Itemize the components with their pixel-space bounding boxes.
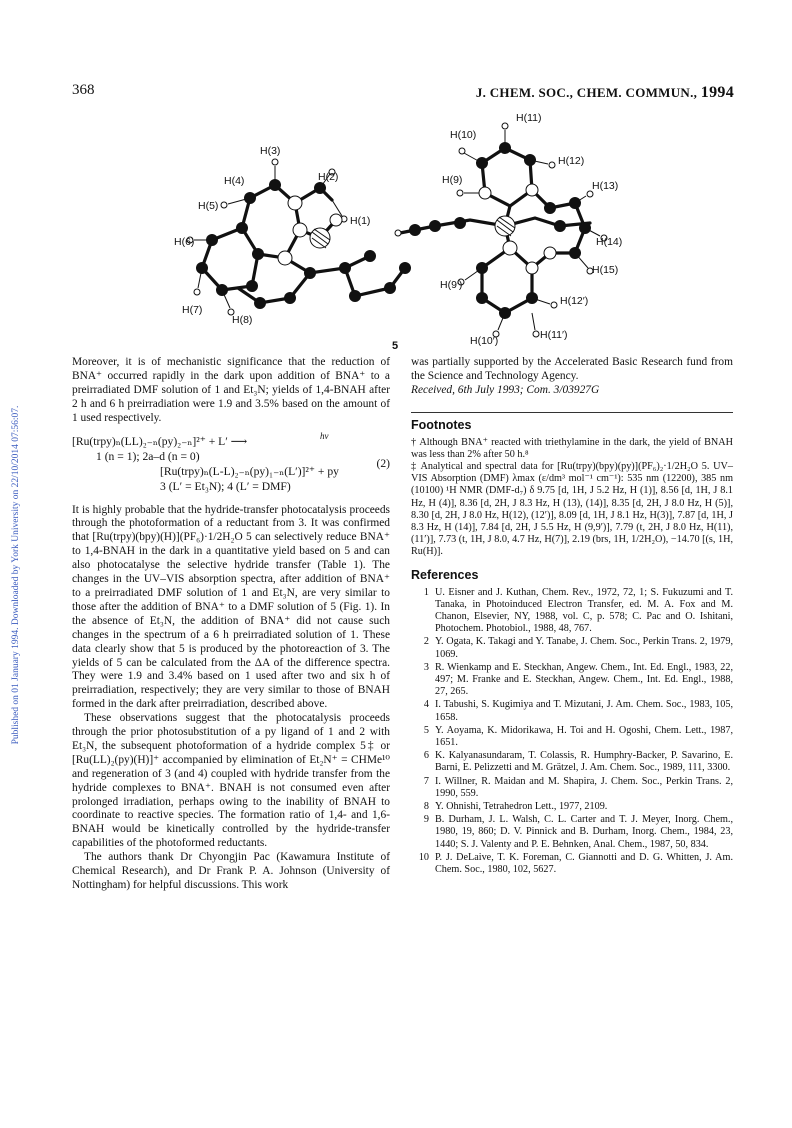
- reference-text: I. Willner, R. Maidan and M. Shapira, J. Chem. Soc., Perkin Trans. 2, 1990, 559.: [435, 775, 733, 799]
- reference-number: 2: [423, 636, 429, 648]
- acknowledgement-continued: was partially supported by the Accelerated Basic Research fund from the Science and Technology Agency.: [411, 356, 733, 382]
- svg-text:H(5): H(5): [198, 200, 219, 212]
- svg-text:H(11): H(11): [516, 112, 542, 124]
- paragraph-observations: These observations suggest that the photocatalysis proceeds through the prior photosubstitution of a py ligand of 1 and 2 with Et₃N, the subsequent photoformation of a hydride complex 5‡ or [Ru(LL)₂(py)(H)]⁺ accompanied by elimination of Et₂N⁺ = CHMe¹⁰ and regeneration of 3 (and 4) coupled with hydride transfer from the hydride complexes to BNA⁺. BNAH is not consumed even after prolonged irradiation, perhaps owing to the inability of BNAH to coordinate to reactive species. The formation ratio of 1,4- and 1,6-BNAH would be kinetically controlled by the hydride-transfer capabilities of the photoformed reductants.: [72, 712, 390, 850]
- section-divider: [411, 412, 733, 413]
- reference-number: 1: [423, 586, 429, 598]
- reference-item: [411, 776, 733, 800]
- reference-number: 6: [423, 750, 429, 762]
- svg-text:H(8): H(8): [232, 314, 253, 326]
- svg-text:H(4): H(4): [224, 175, 245, 187]
- right-column: [411, 356, 733, 877]
- reference-number: 5: [423, 724, 429, 736]
- equation-line-3: [Ru(trpy)ₙ(L-L)₂₋ₙ(py)₁₋ₙ(L′)]²⁺ + py: [160, 464, 339, 478]
- equation-line-1: [Ru(trpy)ₙ(LL)₂₋ₙ(py)₂₋ₙ]²⁺ + L′ ⟶: [72, 434, 248, 448]
- reference-text: K. Kalyanasundaram, T. Colassis, R. Humphry-Backer, P. Savarino, E. Barni, E. Pelizzetti and M. Grätzel, J. Am. Chem. Soc., 1989, 111, 3300.: [435, 750, 733, 774]
- svg-text:H(9′): H(9′): [440, 279, 463, 291]
- svg-text:H(15): H(15): [592, 264, 619, 276]
- compound-number: 5: [392, 340, 399, 352]
- reference-item: [411, 662, 733, 699]
- equation-2: [72, 430, 390, 494]
- reference-text: B. Durham, J. L. Walsh, C. L. Carter and T. J. Meyer, Inorg. Chem., 1980, 19, 860; D. V. Pinnick and B. Durham, Inorg. Chem., 1984, 23, 1440; S. J. Valenty and P. E. Behnken, Anal. Chem., 1987, 50, 834.: [435, 814, 733, 850]
- reference-text: Y. Ohnishi, Tetrahedron Lett., 1977, 2109.: [435, 801, 608, 813]
- reference-number: 4: [423, 699, 429, 711]
- reference-number: 9: [423, 814, 429, 826]
- paragraph-acknowledgements: The authors thank Dr Chyongjin Pac (Kawamura Institute of Chemical Research), and Dr Frank P. A. Johnson (University of Nottingham) for helpful discussions. This work: [72, 851, 390, 891]
- svg-text:H(14): H(14): [596, 236, 623, 248]
- reference-text: R. Wienkamp and E. Steckhan, Angew. Chem., Int. Ed. Engl., 1983, 22, 497; M. Franke and E. Steckhan, Angew. Chem., Int. Ed. Engl., 1988, 27, 265.: [435, 661, 733, 698]
- paragraph-photocatalysis: It is highly probable that the hydride-transfer photocatalysis proceeds through the photoformation of a reductant from 3. It was confirmed that [Ru(trpy)(bpy)(H)](PF₆)·1/2H₂O 5 can selectively reduce BNA⁺ to 1,4-BNAH in the dark in a quantitative yield based on 5 and can also photocatalyse the selective hydride transfer (Table 1). The changes in the UV–VIS absorption spectra, after addition of BNA⁺ to a preirradiated DMF solution of 1 and Et₃N, are very similar to those after the addition of BNA⁺ to a DMF solution of 5 (Fig. 1). In the absence of Et₃N, the addition of BNA⁺ did not cause such changes in the spectrum of a 6 h preirradiated solution of 1. These data clearly show that 5 is produced by the photoreaction of 3. The yields of 5 can be calculated from the ΔA of the difference spectra. They were 1.9 and 3.4% based on 1 used after two and six h of preirradiation, respectively; they are very similar to those of BNAH formed in the dark after preirradiation, described above.: [72, 503, 390, 711]
- reference-list: [411, 587, 733, 877]
- reference-text: P. J. DeLaive, T. K. Foreman, C. Giannotti and D. G. Whitten, J. Am. Chem. Soc., 1980, 102, 5627.: [435, 851, 733, 876]
- svg-text:H(12′): H(12′): [560, 295, 589, 307]
- paragraph-mechanism: Moreover, it is of mechanistic significance that the reduction of BNA⁺ occurred rapidly in the dark upon addition of BNA⁺ to a preirradiated DMF solution of 1 and Et₃N; yields of 1,4-BNAH after 2 h and 6 h preirradiation were 1.9 and 3.5% based on the amount of 1 used respectively.: [72, 356, 390, 424]
- reference-item: [411, 814, 733, 851]
- reference-item: [411, 801, 733, 813]
- journal-name: J. CHEM. SOC., CHEM. COMMUN.,: [475, 85, 698, 100]
- reference-item: [411, 750, 733, 774]
- received-line: Received, 6th July 1993; Com. 3/03927G: [411, 383, 600, 396]
- reference-number: 7: [423, 775, 429, 787]
- reference-item: [411, 852, 733, 876]
- left-column: [72, 356, 390, 893]
- reference-text: Y. Aoyama, K. Midorikawa, H. Toi and H. Ogoshi, Chem. Lett., 1987, 1651.: [435, 724, 733, 748]
- footnotes-heading: Footnotes: [411, 417, 472, 432]
- equation-line-4: 3 (L′ = Et₃N); 4 (L′ = DMF): [160, 479, 291, 493]
- crystal-structure-figure: [160, 108, 650, 348]
- svg-text:H(12): H(12): [558, 155, 585, 167]
- svg-text:H(9): H(9): [442, 174, 463, 186]
- journal-year: 1994: [700, 84, 734, 101]
- journal-header: [476, 84, 734, 102]
- svg-text:H(1): H(1): [350, 215, 371, 227]
- download-notice-text: Published on 01 January 1994. Downloaded by York University on 22/10/2014 07:56:07.: [11, 405, 21, 745]
- reference-item: [411, 587, 733, 636]
- equation-hv: hν: [320, 430, 329, 441]
- reference-text: U. Eisner and J. Kuthan, Chem. Rev., 1972, 72, 1; S. Fukuzumi and T. Tanaka, in Photoinduced Electron Transfer, ed. M. A. Fox and M. Chanon, Elsevier, NY, 1988, vol. C, p. 578; C. Pac and O. Ishitani, Photochem. Photobiol., 1988, 48, 767.: [435, 586, 733, 635]
- svg-text:H(10′): H(10′): [470, 335, 499, 347]
- svg-text:H(2): H(2): [318, 171, 339, 183]
- svg-text:H(11′): H(11′): [540, 329, 568, 341]
- equation-number: (2): [376, 456, 390, 470]
- reference-item: [411, 725, 733, 749]
- reference-number: 3: [423, 661, 429, 673]
- svg-text:H(10): H(10): [450, 129, 477, 141]
- download-notice: [6, 300, 20, 860]
- reference-text: Y. Ogata, K. Takagi and Y. Tanabe, J. Chem. Soc., Perkin Trans. 2, 1979, 1069.: [435, 636, 733, 660]
- reference-item: [411, 636, 733, 660]
- reference-text: I. Tabushi, S. Kugimiya and T. Mizutani, J. Am. Chem. Soc., 1983, 105, 1658.: [435, 699, 733, 723]
- page-number: 368: [72, 82, 95, 98]
- reference-item: [411, 699, 733, 723]
- equation-line-2: 1 (n = 1); 2a–d (n = 0): [96, 449, 200, 463]
- molecular-structure-drawing: [160, 108, 650, 348]
- footnote-dagger: † Although BNA⁺ reacted with triethylamine in the dark, the yield of BNAH was less than 2% after 50 h.⁸: [411, 436, 733, 460]
- reference-number: 10: [418, 851, 429, 863]
- svg-text:H(13): H(13): [592, 180, 619, 192]
- svg-text:H(6): H(6): [174, 236, 195, 248]
- footnote-double-dagger: ‡ Analytical and spectral data for [Ru(trpy)(bpy)(py)](PF₆)₂·1/2H₂O 5. UV–VIS Absorption (DMF) λmax (ε/dm³ mol⁻¹ cm⁻¹): 535 nm (12200), 385 nm (10100) ¹H NMR (DMF-d₇) δ 9.75 [d, 1H, J 5.2 Hz, H (1)], 8.56 [d, 1H, J 8.1 Hz, H (4)], 8.36 [d, 2H, J 8.3 Hz, H (13), (14)], 8.35 [d, 2H, J 8.0 Hz, H (5)], 8.30 [d, 2H, J 8.0 Hz, H(12), (12′)], 8.09 [d, 1H, J 8.1 Hz, H(3)], 7.87 [d, 1H, J 8.3 Hz, H (14)], 7.84 [d, 2H, J 5.5 Hz, H (9,9′)], 7.79 (t, 2H, J 8.0 Hz, H(11), (11′)], 7.73 (t, 1H, J 8.0, 4.7 Hz, H(7)], 2.19 (brs, 1H, 1/2H₂O), −14.70 [(s, 1H, Ru(H)].: [411, 461, 733, 558]
- references-heading: References: [411, 567, 479, 582]
- svg-text:H(7): H(7): [182, 304, 203, 316]
- svg-text:H(3): H(3): [260, 145, 281, 157]
- reference-number: 8: [423, 801, 429, 813]
